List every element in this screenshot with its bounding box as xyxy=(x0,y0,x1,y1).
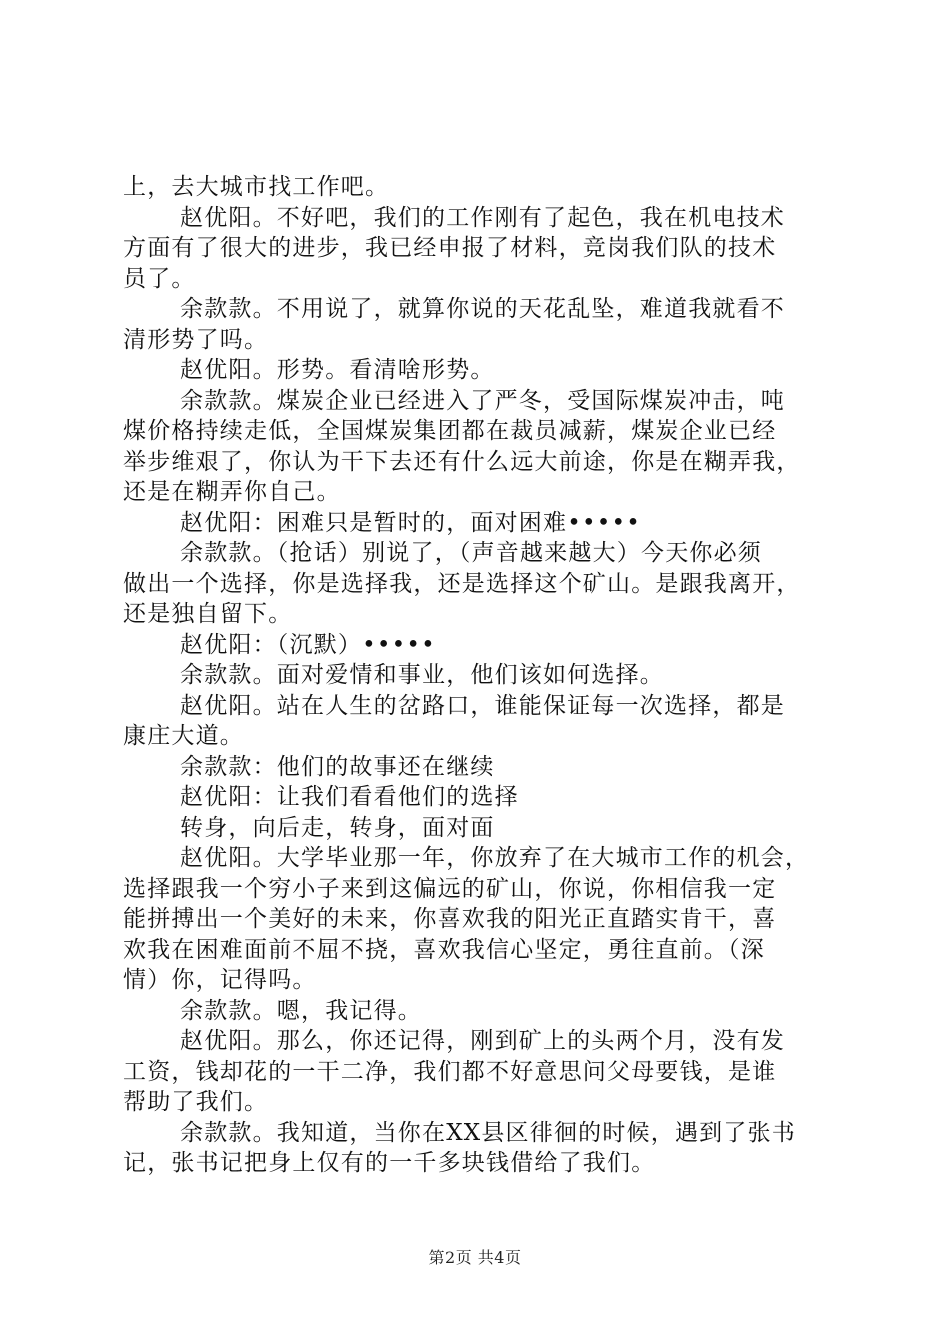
text-line: 煤价格持续走低，全国煤炭集团都在裁员减薪，煤炭企业已经 xyxy=(123,418,777,444)
text-line: 余款款。嗯，我记得。 xyxy=(180,997,422,1024)
text-line: 员了。 xyxy=(123,265,196,292)
text-line: 赵优阳：困难只是暂时的，面对困难••••• xyxy=(180,509,642,536)
page-number-label: 第2页 共4页 xyxy=(428,1248,522,1267)
text-line: 赵优阳。不好吧，我们的工作刚有了起色，我在机电技术 xyxy=(180,204,785,231)
text-line: 余款款。煤炭企业已经进入了严冬，受国际煤炭冲击，吨 xyxy=(180,387,785,414)
text-line: 余款款。面对爱情和事业，他们该如何选择。 xyxy=(180,662,664,688)
text-line: 能拼搏出一个美好的未来，你喜欢我的阳光正直踏实肯干，喜 xyxy=(123,906,777,932)
document-body xyxy=(123,172,839,1179)
text-line: 帮助了我们。 xyxy=(123,1089,269,1115)
text-line: 选择跟我一个穷小子来到这偏远的矿山，你说，你相信我一定 xyxy=(123,875,777,902)
text-line: 赵优阳。大学毕业那一年，你放弃了在大城市工作的机会， xyxy=(180,845,810,871)
text-line: 情）你，记得吗。 xyxy=(123,967,317,993)
text-line: 方面有了很大的进步，我已经申报了材料，竞岗我们队的技术 xyxy=(123,235,777,261)
text-line: 余款款：他们的故事还在继续 xyxy=(180,753,495,780)
text-line: 赵优阳。形势。看清啥形势。 xyxy=(180,357,495,383)
text-line: 康庄大道。 xyxy=(123,723,244,749)
text-line: 清形势了吗。 xyxy=(123,326,269,353)
text-line: 余款款。（抢话）别说了，（声音越来越大）今天你必须 xyxy=(180,540,762,566)
page-footer xyxy=(0,1245,950,1268)
text-line: 上，去大城市找工作吧。 xyxy=(123,174,390,200)
text-line: 赵优阳。那么，你还记得，刚到矿上的头两个月，没有发 xyxy=(180,1028,785,1054)
text-line: 记，张书记把身上仅有的一千多块钱借给了我们。 xyxy=(123,1150,656,1176)
text-line: 做出一个选择，你是选择我，还是选择这个矿山。是跟我离开， xyxy=(123,570,801,597)
text-line: 举步维艰了，你认为干下去还有什么远大前途，你是在糊弄我， xyxy=(123,448,801,475)
text-line: 余款款。我知道，当你在XX县区徘徊的时候，遇到了张书 xyxy=(180,1119,796,1146)
text-line: 赵优阳：（沉默）••••• xyxy=(180,631,436,658)
text-line: 余款款。不用说了，就算你说的天花乱坠，难道我就看不 xyxy=(180,296,785,322)
text-line: 转身，向后走，转身，面对面 xyxy=(180,814,495,841)
text-line: 赵优阳：让我们看看他们的选择 xyxy=(180,784,519,810)
text-line: 还是在糊弄你自己。 xyxy=(123,479,341,505)
text-line: 欢我在困难面前不屈不挠，喜欢我信心坚定，勇往直前。（深 xyxy=(123,936,765,963)
text-line: 赵优阳。站在人生的岔路口，谁能保证每一次选择，都是 xyxy=(180,692,785,719)
text-line: 工资，钱却花的一干二净，我们都不好意思问父母要钱，是谁 xyxy=(123,1058,777,1085)
text-line: 还是独自留下。 xyxy=(123,601,293,627)
